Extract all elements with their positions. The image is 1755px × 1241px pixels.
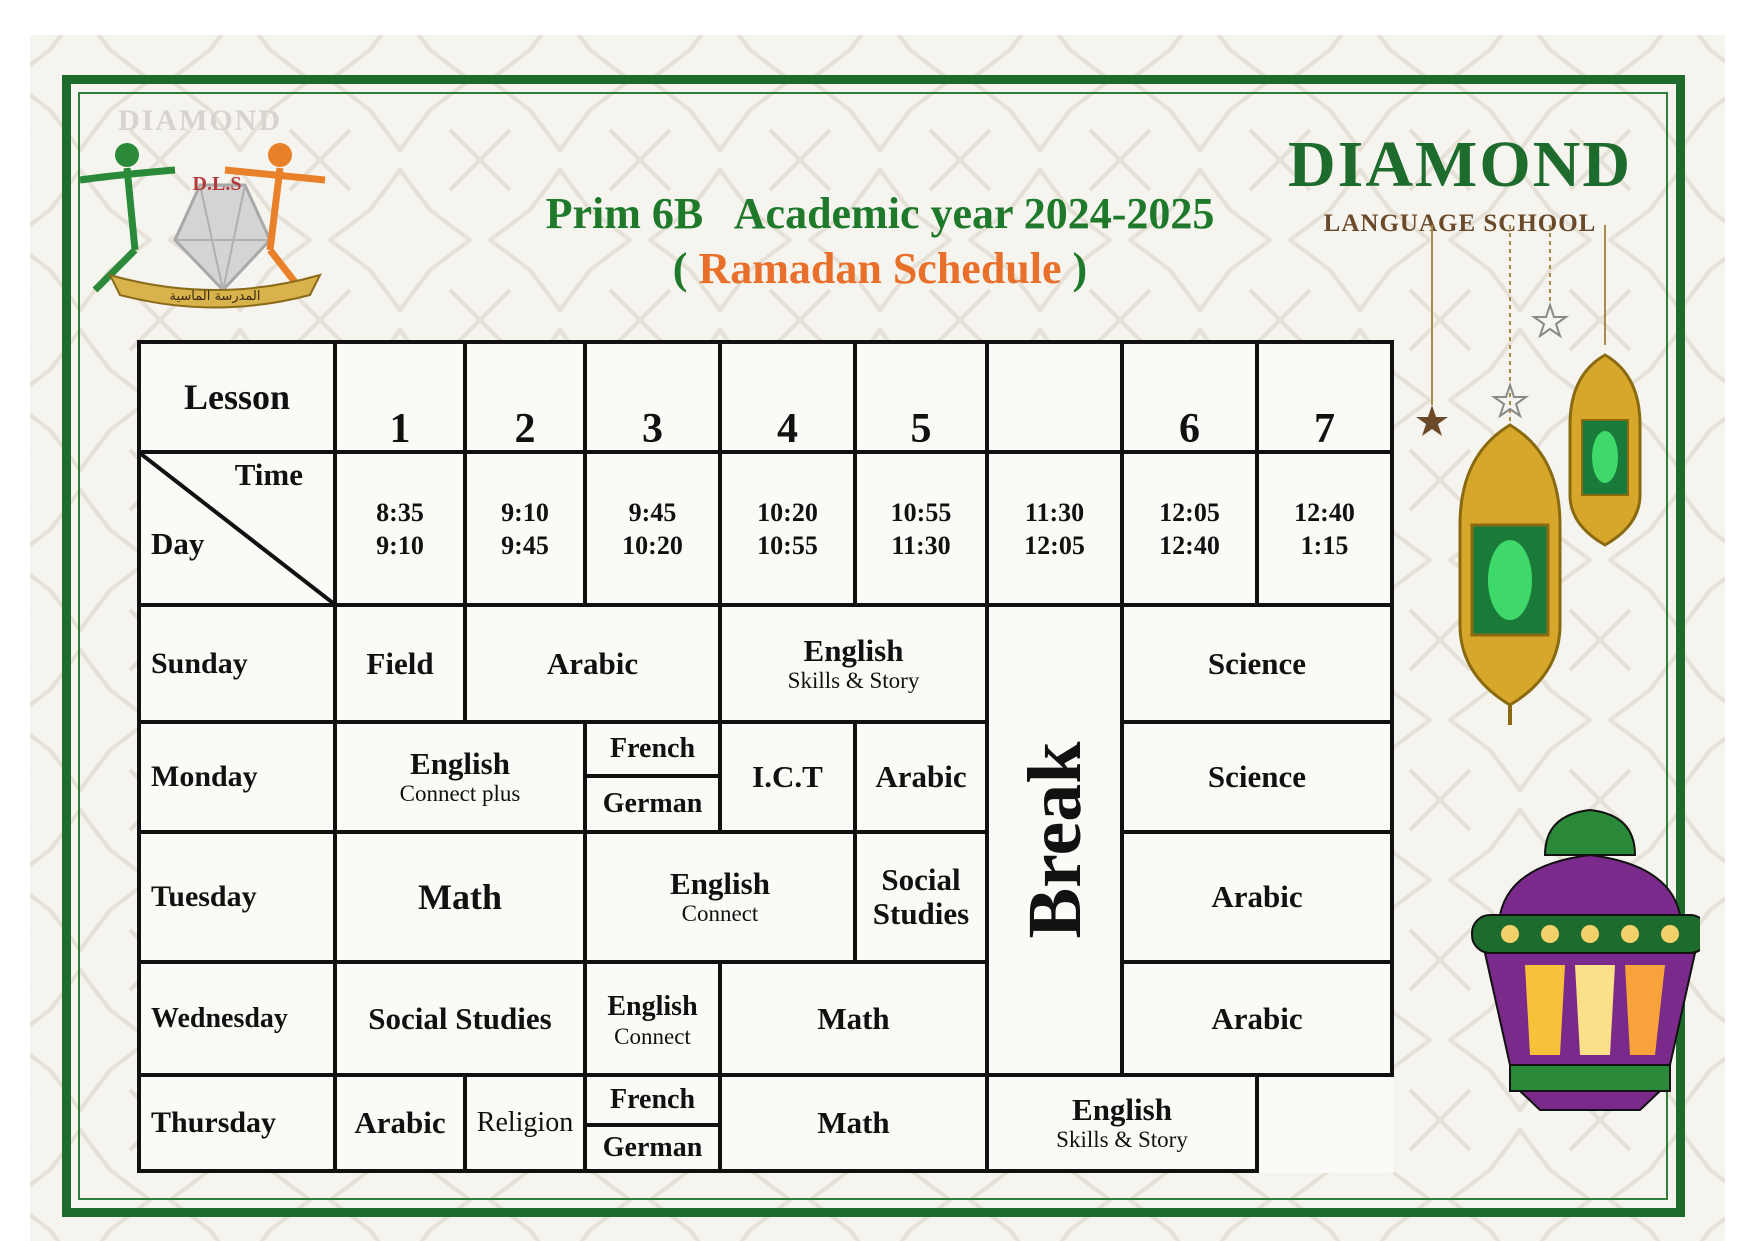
time-start: 11:30 [1024, 497, 1085, 527]
subject-cell: Math [720, 1075, 987, 1171]
subject-cell: Religion [476, 1107, 574, 1138]
day-row-sunday [139, 605, 1392, 722]
subject-cell [720, 605, 987, 722]
subtitle-text: Ramadan Schedule [698, 244, 1062, 293]
subject-title: English [410, 746, 510, 781]
subject-cell [335, 722, 585, 832]
day-name: Tuesday [139, 832, 335, 962]
subject-cell [987, 1075, 1257, 1171]
logo-initials: D.L.S [192, 173, 242, 195]
time-slot-break [987, 452, 1122, 605]
subject-line: Social [881, 862, 961, 897]
time-slot [855, 452, 987, 605]
subject-cell: French [585, 1075, 720, 1125]
subject-title: English [670, 866, 770, 901]
lesson-number: 4 [720, 342, 855, 452]
day-name: Sunday [139, 605, 335, 722]
subtitle-close: ) [1061, 244, 1088, 293]
day-label: Day [151, 526, 205, 561]
time-end: 10:20 [622, 530, 683, 560]
schedule-table [137, 340, 1394, 1173]
time-row [139, 452, 1392, 605]
subject-cell: I.C.T [720, 722, 855, 832]
lesson-number: 7 [1257, 342, 1392, 452]
subtitle-open: ( [672, 244, 699, 293]
subject-line: Studies [872, 896, 970, 931]
lesson-label: Lesson [139, 342, 335, 452]
lantern-decorations [1400, 225, 1700, 1225]
time-start: 10:55 [890, 497, 952, 527]
time-start: 10:20 [757, 497, 818, 527]
page-subtitle [640, 243, 1120, 295]
subject-cell: Math [335, 832, 585, 962]
lesson-number: 5 [855, 342, 987, 452]
page-title: Prim 6B Academic year 2024-2025 [545, 189, 1215, 238]
day-row-tuesday [139, 832, 1392, 962]
subject-cell: Arabic [337, 1077, 467, 1169]
subject-cell: Arabic [855, 722, 987, 832]
time-slot [465, 452, 585, 605]
subject-subtitle: Connect [614, 1023, 691, 1049]
subject-subtitle: Skills & Story [1056, 1127, 1188, 1152]
time-start: 12:40 [1294, 497, 1355, 527]
school-logo [75, 100, 355, 320]
time-start: 12:05 [1159, 497, 1220, 527]
subject-title: English [803, 632, 904, 668]
time-label: Time [234, 457, 303, 492]
day-name: Thursday [139, 1075, 335, 1171]
time-slot [1257, 452, 1392, 605]
lesson-number: 3 [585, 342, 720, 452]
subject-subtitle: Connect [681, 901, 759, 926]
subject-cell: Arabic [465, 605, 720, 722]
day-name: Wednesday [139, 962, 335, 1075]
lesson-number: 2 [465, 342, 585, 452]
subject-cell: German [585, 1125, 720, 1171]
subject-cell: Arabic [1122, 832, 1392, 962]
lesson-number: 6 [1122, 342, 1257, 452]
time-slot [720, 452, 855, 605]
logo-arc-text: DIAMOND [118, 104, 282, 137]
day-row-wednesday [139, 962, 1392, 1075]
subject-title: English [1072, 1092, 1172, 1127]
day-row-thursday [139, 1075, 1392, 1125]
brand-name: DIAMOND [1288, 128, 1632, 201]
lesson-number-empty [987, 342, 1122, 452]
time-start: 9:10 [501, 497, 549, 527]
subject-cell: Science [1122, 722, 1392, 832]
time-end: 12:05 [1024, 530, 1085, 560]
time-start: 9:45 [628, 497, 677, 527]
lesson-number: 1 [335, 342, 465, 452]
subject-subtitle: Skills & Story [787, 667, 920, 693]
split-cell [335, 1075, 585, 1171]
day-row-monday [139, 722, 1392, 776]
subject-cell: French [585, 722, 720, 776]
break-cell [987, 605, 1122, 1075]
split-cell-inner [337, 1077, 583, 1169]
time-slot [585, 452, 720, 605]
time-start: 8:35 [376, 497, 424, 527]
subject-cell [585, 962, 720, 1075]
subject-cell: Field [335, 605, 465, 722]
lesson-header-row [139, 342, 1392, 452]
time-end: 9:45 [501, 530, 549, 560]
time-slot [335, 452, 465, 605]
logo-ribbon-text: المدرسة الماسية [169, 289, 261, 304]
subject-cell: Social Studies [335, 962, 585, 1075]
brand-tagline: LANGUAGE SCHOOL [1323, 210, 1597, 237]
subject-cell: German [585, 776, 720, 832]
break-label: Break [1012, 741, 1097, 939]
time-end: 12:40 [1159, 530, 1220, 560]
subject-cell: Arabic [1122, 962, 1392, 1075]
day-name: Monday [139, 722, 335, 832]
subject-subtitle: Connect plus [399, 781, 521, 806]
subject-cell: Science [1122, 605, 1392, 722]
subject-cell: Math [720, 962, 987, 1075]
time-end: 1:15 [1300, 530, 1349, 560]
subject-title: English [607, 990, 698, 1022]
subject-cell [855, 832, 987, 962]
time-end: 10:55 [757, 530, 818, 560]
subject-cell [585, 832, 855, 962]
time-slot [1122, 452, 1257, 605]
time-day-corner [139, 452, 335, 605]
time-end: 11:30 [891, 530, 951, 560]
time-end: 9:10 [376, 530, 424, 560]
